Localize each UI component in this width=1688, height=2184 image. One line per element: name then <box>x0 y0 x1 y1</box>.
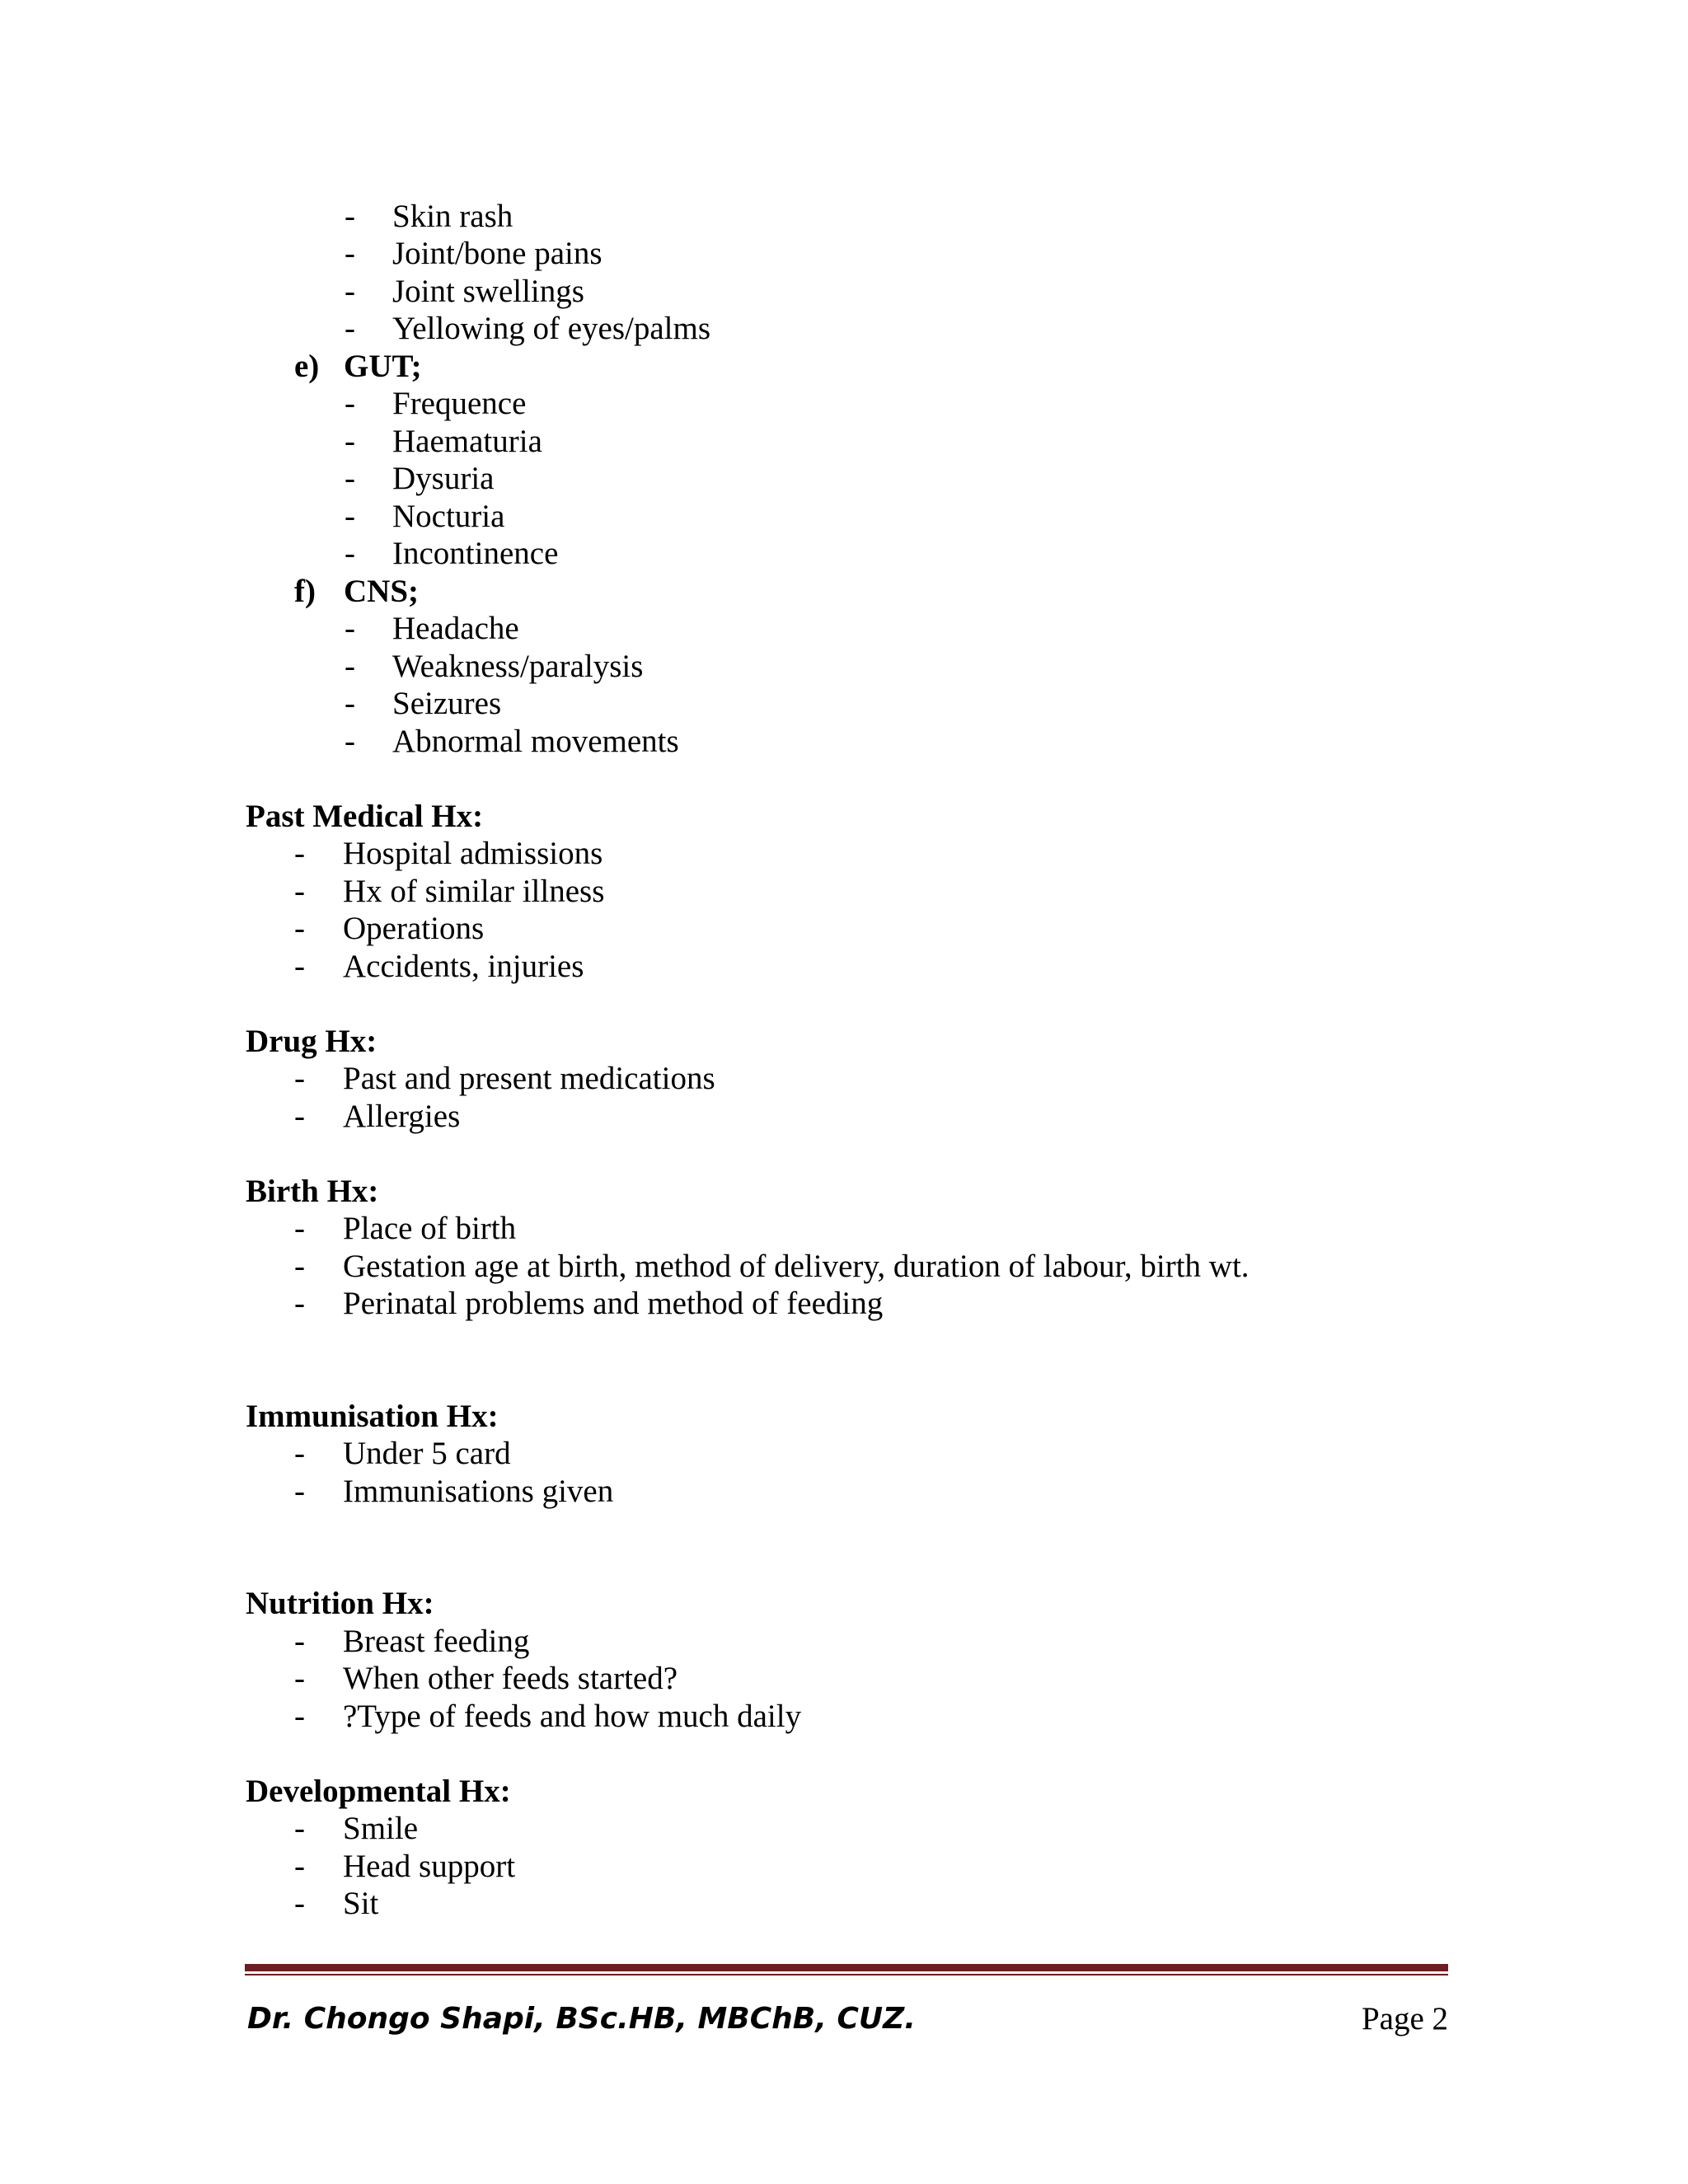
list-item: Frequence <box>392 386 527 421</box>
list-item: Yellowing of eyes/palms <box>392 311 711 346</box>
bullet-dash: - <box>294 1286 305 1321</box>
gut-marker: e) <box>294 349 320 384</box>
bullet-dash: - <box>345 274 355 309</box>
list-item: Allergies <box>343 1099 461 1134</box>
section-heading: Nutrition Hx: <box>246 1586 434 1621</box>
bullet-dash: - <box>345 199 355 234</box>
bullet-dash: - <box>294 1474 305 1509</box>
bullet-dash: - <box>294 836 305 871</box>
list-item: Operations <box>343 911 485 946</box>
cns-marker: f) <box>294 574 316 609</box>
list-item: Accidents, injuries <box>343 949 584 984</box>
list-item: Head support <box>343 1849 516 1884</box>
bullet-dash: - <box>345 424 355 459</box>
bullet-dash: - <box>294 911 305 946</box>
list-item: Joint/bone pains <box>392 236 603 271</box>
list-item: Hx of similar illness <box>343 874 605 909</box>
bullet-dash: - <box>345 236 355 271</box>
list-item: Haematuria <box>392 424 542 459</box>
bullet-dash: - <box>294 1061 305 1096</box>
bullet-dash: - <box>294 1436 305 1471</box>
gut-heading: GUT; <box>344 349 422 384</box>
list-item: Immunisations given <box>343 1474 614 1509</box>
list-item: ?Type of feeds and how much daily <box>343 1699 802 1734</box>
list-item: Breast feeding <box>343 1624 530 1659</box>
bullet-dash: - <box>294 1624 305 1659</box>
bullet-dash: - <box>345 724 355 759</box>
list-item: Place of birth <box>343 1211 517 1246</box>
list-item: When other feeds started? <box>343 1661 678 1696</box>
bullet-dash: - <box>294 1886 305 1921</box>
list-item: Joint swellings <box>392 274 584 309</box>
bullet-dash: - <box>294 1249 305 1284</box>
bullet-dash: - <box>294 1211 305 1246</box>
bullet-dash: - <box>345 649 355 684</box>
bullet-dash: - <box>294 1699 305 1734</box>
cns-heading: CNS; <box>344 574 420 609</box>
page-number: Page 2 <box>1361 2001 1448 2036</box>
list-item: Smile <box>343 1811 419 1846</box>
list-item: Headache <box>392 611 519 646</box>
bullet-dash: - <box>294 1849 305 1884</box>
list-item: Dysuria <box>392 461 495 496</box>
bullet-dash: - <box>345 536 355 571</box>
bullet-dash: - <box>345 499 355 534</box>
footer-divider <box>245 1964 1448 1975</box>
footer-author: Dr. Chongo Shapi, BSc.HB, MBChB, CUZ. <box>247 2002 916 2036</box>
bullet-dash: - <box>294 1811 305 1846</box>
list-item: Nocturia <box>392 499 505 534</box>
list-item: Sit <box>343 1886 379 1921</box>
list-item: Gestation age at birth, method of delivery, duration of labour, birth wt. <box>343 1249 1250 1284</box>
list-item: Hospital admissions <box>343 836 603 871</box>
bullet-dash: - <box>294 874 305 909</box>
list-item: Seizures <box>392 686 502 721</box>
list-item: Incontinence <box>392 536 559 571</box>
bullet-dash: - <box>345 611 355 646</box>
section-heading: Developmental Hx: <box>246 1774 511 1809</box>
bullet-dash: - <box>294 1661 305 1696</box>
section-heading: Immunisation Hx: <box>246 1399 499 1434</box>
section-heading: Past Medical Hx: <box>246 799 484 834</box>
bullet-dash: - <box>294 949 305 984</box>
bullet-dash: - <box>345 386 355 421</box>
bullet-dash: - <box>294 1099 305 1134</box>
bullet-dash: - <box>345 686 355 721</box>
section-heading: Drug Hx: <box>246 1024 377 1059</box>
section-heading: Birth Hx: <box>246 1174 379 1209</box>
list-item: Perinatal problems and method of feeding <box>343 1286 884 1321</box>
list-item: Under 5 card <box>343 1436 511 1471</box>
list-item: Abnormal movements <box>392 724 679 759</box>
list-item: Skin rash <box>392 199 513 234</box>
bullet-dash: - <box>345 461 355 496</box>
bullet-dash: - <box>345 311 355 346</box>
list-item: Weakness/paralysis <box>392 649 644 684</box>
list-item: Past and present medications <box>343 1061 715 1096</box>
